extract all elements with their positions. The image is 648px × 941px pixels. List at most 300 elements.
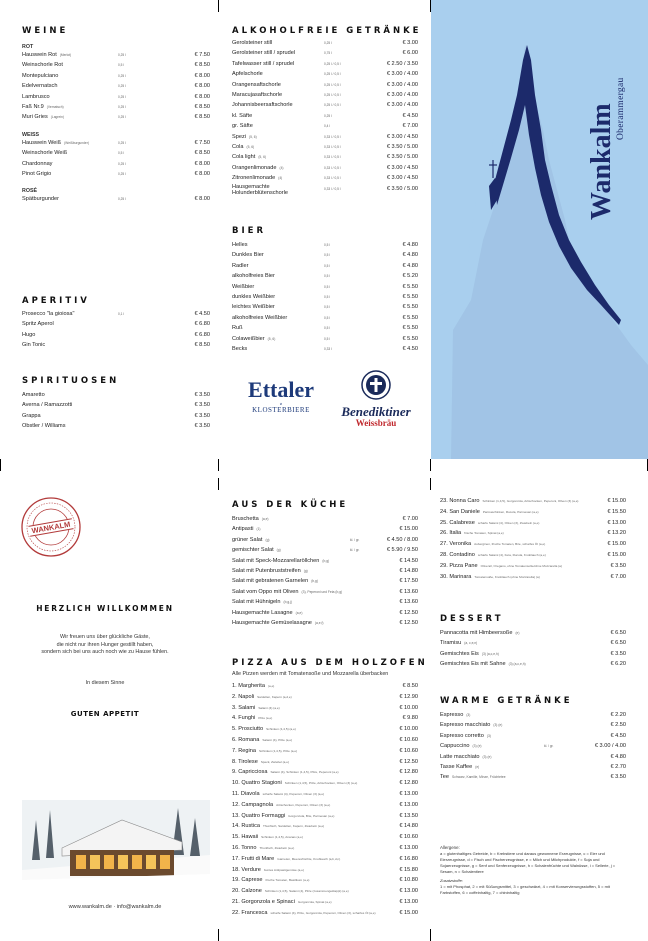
item-name: gr. Säfte: [232, 123, 253, 130]
item-name: Espresso macchiato (3) (e): [440, 722, 503, 729]
menu-row: [232, 100, 418, 110]
menu-row: [232, 757, 418, 768]
item-name: Chardonnay: [22, 160, 53, 167]
item-description: Olivenöl, Oregano, ohne Tomatensoße/ohne Mozzarella (a): [480, 563, 562, 568]
menu-row: [232, 556, 418, 566]
menu-row: [232, 789, 418, 800]
menu-row: [232, 142, 418, 152]
welcome-line-2: die nicht nur ihren Hunger gestillt haben,: [56, 641, 154, 648]
item-name: Hausgemachte Holunderblütenschorle: [232, 183, 288, 196]
item-price: € 3.50: [610, 562, 626, 569]
item-name: Salat mit Speck-Mozzarellaröllchen (b,g): [232, 557, 330, 564]
item-description: (3), Peperoni und Feta (b,g): [301, 589, 343, 594]
item-name: Weinschorle Weiß: [22, 150, 68, 157]
item-description: (5, 6): [249, 134, 257, 139]
stamp-text: WANKALM: [28, 518, 73, 536]
item-name: 16. Tonno Thunfisch, Zwiebeln (a,e): [232, 844, 295, 851]
item-price: € 6.50: [610, 640, 626, 647]
item-description: buntes Antipastigemüse (a,e): [263, 867, 304, 872]
item-size: kl. / gr.: [350, 548, 360, 553]
item-price: € 8.00: [194, 72, 210, 79]
item-description: (a,e): [295, 610, 303, 615]
menu-row: [232, 735, 418, 746]
item-description: scharfe Salami (4), Pilze, Gorgonzola, Peperoni, Oliven (3), scharfes Öl (a,e): [270, 910, 376, 915]
item-description: (3): [486, 733, 491, 738]
menu-row: [232, 875, 418, 886]
item-name: 14. Rustica Thunfisch, Sardellen, Kapern, Zwiebeln (a,e): [232, 823, 325, 830]
item-price: € 13.60: [399, 599, 418, 606]
item-name: Tafelwasser still / sprudel: [232, 60, 295, 67]
item-description: Schinken (1,4,5), Pilze, Artischocken, Oliven (3) (a,e): [284, 781, 358, 786]
restaurant-photo: [22, 800, 210, 898]
section-title-spirituosen: SPIRITUOSEN: [22, 376, 120, 386]
item-price: € 3.00 / 4.00: [594, 743, 626, 750]
item-price: € 7.50: [194, 52, 210, 58]
item-price: € 3.50: [194, 392, 210, 398]
item-name: Lambrusco: [22, 93, 50, 100]
menu-row: [440, 762, 626, 772]
spirituosen-list: [22, 390, 210, 432]
item-name: Pinot Grigio: [22, 171, 52, 178]
menu-row: [232, 618, 418, 628]
item-size: 0,25 l: [118, 161, 126, 166]
item-size: 0,25 l: [118, 53, 126, 57]
item-name: 12. Campagnola Artischocken, Peperoni, Oliven (3) (a,e): [232, 801, 331, 808]
item-price: € 3.00: [402, 40, 418, 46]
item-size: 0,1 l: [118, 312, 125, 316]
item-description: Gorgonzola, Brie, Parmesan (a,e): [288, 813, 335, 818]
item-price: € 8.50: [402, 683, 418, 689]
item-description: Thunfisch, Zwiebeln (a,e): [259, 845, 295, 850]
item-price: € 8.50: [194, 342, 210, 349]
item-price: € 10.00: [399, 726, 418, 733]
item-description: (5, 6): [246, 145, 255, 150]
item-description: (e): [515, 631, 520, 635]
item-price: € 15.00: [399, 526, 418, 533]
section-title-weine: WEINE: [22, 26, 69, 36]
item-name: 27. Veronika Auberginen, frische Tomaten, Brie, scharfes Öl (a,e): [440, 541, 546, 548]
menu-row: [232, 865, 418, 876]
item-name: Weißbier: [232, 283, 255, 290]
item-price: € 2.20: [610, 712, 626, 718]
crop-mark: [218, 0, 219, 12]
menu-row: [22, 169, 210, 179]
item-price: € 16.80: [399, 855, 418, 862]
item-price: € 7.00: [402, 123, 418, 130]
item-size: kl. / gr.: [544, 744, 554, 749]
ettaler-logo: [240, 378, 322, 414]
menu-row: [232, 261, 418, 271]
menu-row: [22, 400, 210, 410]
item-price: € 12.50: [399, 758, 418, 765]
item-price: € 15.00: [607, 541, 626, 548]
item-price: € 10.60: [399, 747, 418, 754]
item-price: € 13.00: [399, 888, 418, 895]
item-description: (3) (e): [472, 744, 482, 749]
item-size: 0,25 l: [324, 113, 332, 118]
menu-row: [232, 908, 418, 919]
item-price: € 2.50 / 3.50: [386, 60, 418, 67]
item-name: 29. Pizza Pane Olivenöl, Oregano, ohne Tomatensoße/ohne Mozzarella (a): [440, 562, 562, 569]
item-name: Cola (5, 6): [232, 144, 255, 151]
menu-row: [22, 421, 210, 431]
menu-row: [232, 152, 418, 162]
menu-row: [232, 80, 418, 90]
cover-region: Oberammergau: [616, 77, 626, 140]
item-name: 5. Prosciutto Schinken (1,4,5) (a,e): [232, 726, 296, 733]
item-size: 0,25 l: [118, 84, 126, 89]
menu-row: [22, 148, 210, 158]
menu-row: [22, 340, 210, 350]
menu-row: [440, 710, 626, 720]
item-price: € 8.00: [194, 171, 210, 178]
menu-row: [440, 649, 626, 659]
item-price: € 14.50: [399, 557, 418, 564]
section-title-aperitiv: APERITIV: [22, 296, 90, 306]
item-name: 21. Gorgonzola e Spinaci Gorgonzola, Spinat (a,e): [232, 898, 332, 905]
item-description: (b,g): [322, 558, 330, 563]
cover-brand-block: [587, 20, 617, 220]
alkoholfrei-list: [232, 38, 418, 196]
menu-row: [232, 302, 418, 312]
item-name: Tee Schwarz, Kamille, Minze, Früchtetee: [440, 774, 506, 781]
item-size: 0,33 l / 0,5 l: [324, 165, 341, 170]
section-title-pizza: PIZZA AUS DEM HOLZOFEN: [232, 658, 428, 668]
item-name: 2. Napoli Sardellen, Kapern (a,d,e): [232, 693, 292, 700]
item-size: 0,5 l: [324, 336, 331, 341]
item-name: 13. Quattro Formaggi Gorgonzola, Brie, Parmesan (a,e): [232, 812, 335, 819]
item-description: Auberginen, frische Tomaten, Brie, scharfes Öl (a,e): [474, 542, 546, 547]
pizza-list-continued: [440, 496, 626, 582]
menu-row: [440, 638, 626, 648]
section-title-warm: WARME GETRÄNKE: [440, 696, 573, 706]
item-price: € 3.50 / 5.00: [386, 154, 418, 161]
item-name: Bruschetta (a,e): [232, 516, 269, 522]
item-name: Pannacotta mit Himbeersoße (e): [440, 630, 520, 636]
item-name: Antipasti (1): [232, 526, 261, 533]
weine-list: [22, 38, 210, 205]
menu-row: [232, 767, 418, 778]
item-description: (3) (e): [482, 754, 492, 759]
menu-row: [232, 692, 418, 703]
item-size: 0,5 l: [324, 253, 331, 258]
item-name: Gin Tonic: [22, 342, 46, 349]
item-name: Radler: [232, 262, 249, 269]
menu-row: [440, 518, 626, 529]
item-name: 25. Calabrese scharfe Salami (4), Oliven (3), Zwiebeln (a,e): [440, 519, 540, 526]
item-name: Tasse Kaffee (e): [440, 764, 480, 771]
item-name: alkoholfreies Bier: [232, 273, 275, 280]
item-name: Hausgemachte Gemüselasagne (a,e,f): [232, 620, 324, 627]
item-price: € 13.00: [399, 801, 418, 808]
menu-row: [232, 69, 418, 79]
item-name: alkoholfreies Weißbier: [232, 314, 288, 321]
item-price: € 5.50: [402, 304, 418, 311]
item-name: 19. Caprese frische Tomaten, Basilikum (a,e): [232, 877, 310, 884]
item-size: 0,5 l: [324, 295, 331, 300]
welcome-line-1: Wir freuen uns über glückliche Gäste,: [60, 634, 150, 640]
item-size: 0,5 l: [324, 305, 331, 310]
menu-row: [440, 539, 626, 550]
welcome-line-3: sondern sich bei uns auch noch wie zu Hause fühlen.: [41, 649, 169, 655]
item-price: € 15.00: [607, 551, 626, 558]
crop-mark: [0, 459, 1, 471]
item-name: Salat mit gebratenen Garnelen (b,g): [232, 578, 318, 585]
item-price: € 13.00: [399, 790, 418, 797]
crop-mark: [430, 478, 431, 490]
menu-row: [232, 271, 418, 281]
menu-row: [440, 496, 626, 507]
menu-row: [22, 81, 210, 91]
item-name: Johannisbeersaftschorle: [232, 102, 293, 109]
item-price: € 15.80: [399, 866, 418, 873]
item-description: Schinken (1,4,5) (a,e): [266, 727, 296, 732]
item-description: frische Tomaten, Spinat (a,e): [464, 531, 504, 536]
item-price: € 6.50: [610, 630, 626, 636]
section-title-kueche: AUS DER KÜCHE: [232, 500, 349, 510]
menu-row: [232, 821, 418, 832]
menu-row: [22, 411, 210, 421]
item-name: Becks: [232, 346, 248, 353]
item-name: 26. Italia frische Tomaten, Spinat (a,e): [440, 530, 504, 537]
crop-mark: [430, 929, 431, 941]
menu-row: [232, 854, 418, 865]
item-name: Spritz Aperol: [22, 321, 54, 328]
menu-row: [22, 50, 210, 60]
menu-row: [232, 313, 418, 323]
cover-region-block: [615, 20, 629, 140]
menu-row: [232, 587, 418, 597]
item-price: € 4.50 / 8.00: [386, 536, 418, 543]
menu-row: [440, 628, 626, 638]
item-price: € 4.50: [610, 732, 626, 739]
menu-row: [232, 545, 418, 555]
menu-row: [232, 163, 418, 173]
item-description: Schinken (1,4,5), Gorgonzola, Artischocken, Peperoni, Oliven (3) (a,e): [482, 499, 579, 503]
menu-row: [440, 528, 626, 539]
item-price: € 5.20: [402, 273, 418, 280]
ettaler-logo-name: Ettaler: [248, 377, 314, 402]
item-description: Pilze (a,e): [258, 716, 273, 721]
item-price: € 10.60: [399, 736, 418, 743]
item-name: Latte macchiato (3) (e): [440, 753, 492, 760]
item-price: € 4.80: [402, 262, 418, 269]
item-size: 0,5 l: [324, 315, 331, 320]
item-name: Cola light (5, 6): [232, 154, 267, 161]
item-price: € 3.50: [194, 412, 210, 419]
menu-row: [22, 390, 210, 400]
item-name: Salat mit Putenbruststreifen (g): [232, 568, 308, 575]
item-name: Hugo: [22, 331, 36, 338]
section-title-bier: BIER: [232, 226, 266, 236]
ettaler-divider: ❦: [279, 402, 283, 406]
menu-row: [22, 194, 210, 204]
item-size: 0,25 l: [118, 197, 126, 202]
item-name: 15. Hawaii Schinken (1,4,5), Ananas (a,e): [232, 834, 303, 841]
pizza-subtitle: Alle Pizzen werden mit Tomatensoße und Mozzarella überbacken: [232, 671, 389, 677]
menu-row: [232, 897, 418, 908]
item-size: 0,33 l / 0,5 l: [324, 186, 341, 191]
item-description: (e): [475, 765, 480, 770]
menu-row: [232, 48, 418, 58]
item-description: (a,e): [261, 517, 269, 521]
menu-row: [22, 92, 210, 102]
item-name: Dunkles Bier: [232, 252, 264, 259]
item-price: € 5.50: [402, 314, 418, 321]
pizza-list: [232, 681, 418, 919]
menu-row: [440, 561, 626, 572]
item-name: Hausgemachte Lasagne (a,e): [232, 609, 303, 616]
item-size: 0,5 l: [324, 274, 331, 279]
item-price: € 8.50: [194, 104, 210, 111]
item-name: 6. Romana Salami (4), Pilze (a,e): [232, 736, 293, 743]
item-name: Prosecco "la gioiosa": [22, 311, 75, 317]
menu-row: [232, 746, 418, 757]
crop-mark: [430, 459, 431, 471]
item-price: € 5.50: [402, 294, 418, 301]
item-description: (Weißburgunder): [64, 140, 89, 145]
item-name: dunkles Weißbier: [232, 294, 276, 301]
item-name: 7. Regina Schinken (1,4,5), Pilze (a,e): [232, 747, 298, 754]
menu-row: [440, 572, 626, 583]
item-price: € 7.50: [194, 139, 210, 146]
menu-row: [22, 309, 210, 319]
item-size: 0,5 l: [118, 63, 125, 68]
item-description: Artischocken, Peperoni, Oliven (3) (a,e): [276, 802, 331, 807]
menu-row: [232, 323, 418, 333]
item-name: Edelvernatsch: [22, 83, 58, 90]
item-price: € 15.50: [607, 508, 626, 515]
item-name: 11. Diavola scharfe Salami (4), Peperoni, Oliven (3) (a,e): [232, 790, 325, 797]
item-name: 3. Salami Salami (4) (a,e): [232, 704, 280, 711]
item-price: € 13.20: [607, 530, 626, 537]
welcome-title: HERZLICH WILLKOMMEN: [36, 604, 174, 613]
item-price: € 12.80: [399, 780, 418, 787]
item-description: (4): [279, 165, 284, 170]
item-size: 0,25 l: [118, 105, 126, 110]
menu-row: [440, 752, 626, 762]
item-price: € 10.80: [399, 877, 418, 884]
item-price: € 10.60: [399, 834, 418, 841]
menu-row: [440, 659, 626, 669]
crop-mark: [218, 459, 219, 471]
item-description: (5, 6): [267, 336, 276, 341]
menu-row: [232, 132, 418, 142]
item-name: 18. Verdure buntes Antipastigemüse (a,e): [232, 866, 304, 873]
item-description: Salami (4) (a,e): [258, 705, 280, 710]
item-name: Gemischtes Eis (3) (a,c,e,h): [440, 650, 499, 657]
menu-row: [232, 778, 418, 789]
item-description: (Vernatsch): [46, 105, 64, 110]
item-price: € 3.00 / 4.00: [386, 81, 418, 88]
menu-row: [232, 681, 418, 692]
item-size: 0,25 l: [118, 115, 126, 120]
menu-row: [232, 832, 418, 843]
item-price: € 6.80: [194, 321, 210, 328]
item-price: € 8.00: [194, 83, 210, 90]
item-price: € 5.50: [402, 283, 418, 290]
item-name: 20. Calzone Schinken (1,4,5), Salami (4), Pilze (zusammengeklappt) (a,e): [232, 888, 349, 895]
additives-text: 1 = mit Phosphat, 2 = mit Süßungsmittel, 3 = geschwärzt, 4 = mit Konservierungsstoffen, 5 = mit Farbstoffen, 6 = coffeinhaltig, 7 = chininhaltig: [440, 884, 610, 895]
section-title-dessert: DESSERT: [440, 614, 504, 624]
item-name: Tiramisu (a, c,e,n): [440, 640, 478, 647]
item-name: Salat mit Hühnigeln (b,g,j): [232, 599, 292, 606]
item-size: 0,25 l / 0,5 l: [324, 93, 341, 98]
item-price: € 12.80: [399, 769, 418, 776]
item-size: 0,33 l / 0,5 l: [324, 145, 341, 150]
menu-row: [440, 772, 626, 782]
crop-mark: [218, 478, 219, 490]
menu-row: [22, 60, 210, 70]
menu-row: [232, 173, 418, 183]
item-name: Gerolsteiner still: [232, 40, 273, 46]
allergen-text: a = glutenhaltiges Getreide, b = Krebstiere und daraus gewonnene Erzeugnisse, c = Eier und Eierzeugnisse, d = Fisch und Fischerzeugnisse, e = Milch und Milchprodukte, f = Soja und Sojaerzeugnisse, g = Senf und Senferzeugnisse, h = Schalenfrüchte und Walnüsse, i = Sellerie, j = Sesam, n = Schalentiere: [440, 851, 616, 874]
warm-getraenke-list: [440, 710, 626, 783]
item-price: € 5.90 / 9.50: [386, 547, 418, 554]
item-price: € 15.00: [607, 498, 626, 504]
item-price: € 12.50: [399, 609, 418, 616]
item-description: Tomatensoße, Knoblauch (ohne Mozzarella) (a): [474, 574, 540, 579]
item-description: (3) (a,c,e,h): [481, 651, 499, 656]
item-price: € 8.50: [194, 150, 210, 157]
menu-row: [440, 720, 626, 730]
welcome-closing: GUTEN APPETIT: [70, 710, 140, 718]
item-price: € 10.00: [399, 704, 418, 711]
item-price: € 14.80: [399, 568, 418, 575]
item-description: Salami (4), Schinken (1,4,5), Pilze, Peperoni (a,e): [270, 770, 339, 775]
item-name: gemischter Salat (g): [232, 547, 281, 554]
wine-group-label: WEISS: [22, 131, 40, 138]
item-name: 22. Francesca scharfe Salami (4), Pilze, Gorgonzola, Peperoni, Oliven (3), scharfes Öl (a,e): [232, 909, 376, 916]
menu-row: [22, 71, 210, 81]
item-description: Schwarz, Kamille, Minze, Früchtetee: [452, 775, 506, 780]
item-size: 0,25 l / 0,5 l: [324, 61, 341, 66]
item-name: Faß Nr.9 (Vernatsch): [22, 104, 64, 111]
menu-row: [232, 843, 418, 854]
item-description: Parmaschinken, Rucola, Parmesan (a,e): [482, 509, 539, 514]
item-size: 0,33 l / 0,5 l: [324, 176, 341, 181]
item-name: Maracujasaftschorle: [232, 92, 283, 99]
aperitiv-list: [22, 309, 210, 351]
item-name: Orangensaftschorle: [232, 81, 281, 88]
menu-row: [232, 344, 418, 354]
menu-row: [232, 703, 418, 714]
item-price: € 3.50 / 5.00: [386, 185, 418, 192]
item-size: 0,5 l: [324, 326, 331, 331]
item-price: € 6.00: [402, 50, 418, 57]
item-price: € 8.00: [194, 196, 210, 203]
menu-row: [232, 524, 418, 534]
item-name: Orangenlimonade (4): [232, 164, 284, 171]
item-size: 0,5 l: [324, 263, 331, 268]
menu-row: [232, 811, 418, 822]
item-price: € 6.20: [610, 661, 626, 668]
benediktiner-logo: [336, 370, 416, 429]
item-price: € 7.00: [402, 516, 418, 522]
menu-row: [440, 550, 626, 561]
cover-panel: [431, 0, 648, 459]
item-name: Cappuccino (3) (e): [440, 743, 482, 750]
item-size: 0,25 l: [118, 140, 126, 145]
item-name: Weinschorle Rot: [22, 62, 63, 69]
item-size: 0,25 l: [118, 172, 126, 177]
item-name: Hauswein Weiß (Weißburgunder): [22, 139, 89, 146]
item-price: € 4.50: [402, 346, 418, 353]
item-description: (3) (a,c,e,h): [508, 662, 526, 667]
item-price: € 3.50: [610, 774, 626, 781]
item-name: 28. Contadino scharfe Salami (4), Feta, Rucola, Knoblauch (a,e): [440, 551, 546, 558]
menu-row: [232, 514, 418, 524]
